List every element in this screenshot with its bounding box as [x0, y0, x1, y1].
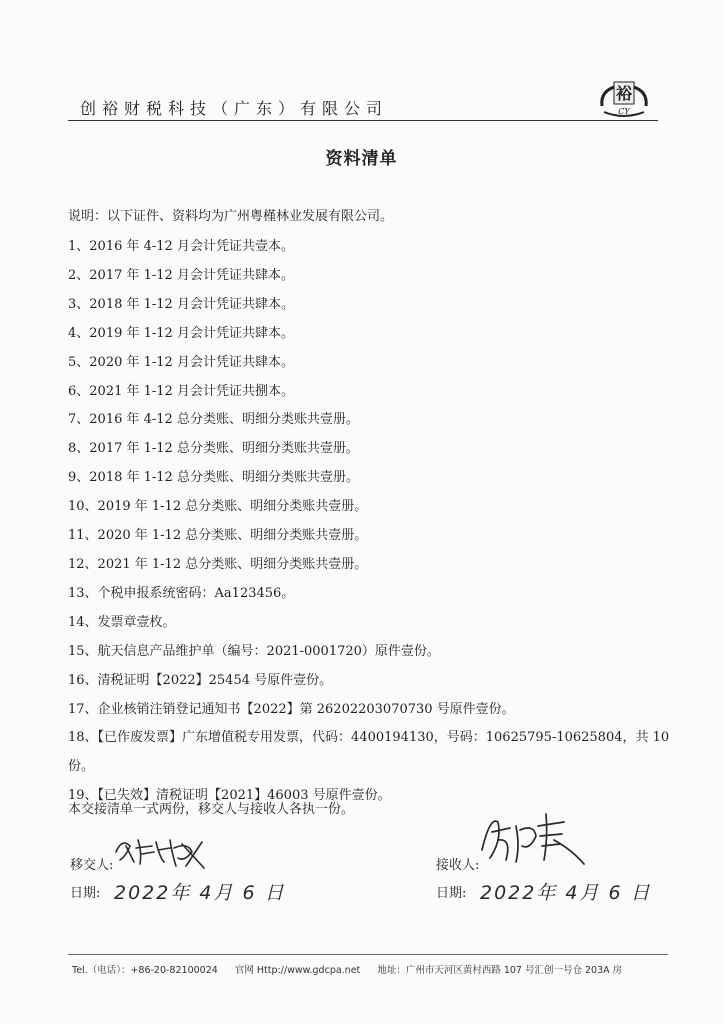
list-item: 5、2020 年 1-12 月会计凭证共肆本。 — [68, 354, 294, 370]
list-item: 1、2016 年 4-12 月会计凭证共壹本。 — [68, 239, 294, 254]
logo-initials: CY — [618, 107, 630, 116]
list-item: 8、2017 年 1-12 总分类账、明细分类账共壹册。 — [68, 441, 359, 457]
list-item: 15、航天信息产品维护单（编号：2021-0001720）原件壹份。 — [68, 643, 440, 659]
transferor-date: 2022年 4月 6 日 — [114, 882, 286, 904]
list-item: 14、发票章壹枚。 — [68, 614, 176, 630]
list-item: 9、2018 年 1-12 总分类账、明细分类账共壹册。 — [68, 470, 359, 486]
list-item: 12、2021 年 1-12 总分类账、明细分类账共壹册。 — [68, 556, 368, 572]
list-item: 16、清税证明【2022】25454 号原件壹份。 — [68, 672, 333, 688]
company-logo — [596, 76, 652, 120]
transferor-label: 移交人: — [70, 858, 114, 873]
receiver-signature — [476, 810, 596, 870]
logo-glyph: 裕 — [615, 84, 633, 103]
list-item: 7、2016 年 4-12 总分类账、明细分类账共壹册。 — [68, 412, 359, 428]
list-item: 13、个税申报系统密码：Aa123456。 — [68, 585, 295, 601]
footer-divider — [68, 954, 668, 955]
footer — [72, 962, 672, 976]
closing-statement: 本交接清单一式两份，移交人与接收人各执一份。 — [68, 802, 355, 817]
footer-website: 官网 Http://www.gdcpa.net — [234, 965, 361, 976]
list-item: 2、2017 年 1-12 月会计凭证共肆本。 — [68, 267, 294, 283]
header-divider — [68, 120, 658, 121]
list-item: 11、2020 年 1-12 总分类账、明细分类账共壹册。 — [68, 528, 368, 544]
list-item: 3、2018 年 1-12 月会计凭证共肆本。 — [68, 296, 294, 312]
list-item: 18、【已作废发票】广东增值税专用发票，代码：4400194130，号码：10625795-10625804，共 10 份。 — [68, 730, 670, 775]
company-name: 创裕财税科技（广东）有限公司 — [80, 99, 389, 118]
transferor-date-label: 日期: — [70, 886, 101, 901]
list-item: 6、2021 年 1-12 月会计凭证共捌本。 — [68, 383, 294, 399]
receiver-label: 接收人: — [436, 858, 480, 873]
item-list — [68, 233, 688, 811]
list-item: 4、2019 年 1-12 月会计凭证共肆本。 — [68, 325, 294, 341]
receiver-date: 2022年 4月 6 日 — [480, 882, 652, 904]
list-item: 10、2019 年 1-12 总分类账、明细分类账共壹册。 — [68, 499, 368, 515]
receiver-date-label: 日期: — [436, 886, 467, 901]
footer-address: 地址：广州市天河区黄村西路 107 号汇创一号仓 203A 房 — [377, 965, 623, 976]
transferor-signature — [112, 832, 212, 872]
list-item: 17、企业核销注销登记通知书【2022】第 26202203070730 号原件壹份。 — [68, 701, 515, 717]
intro-statement: 说明：以下证件、资料均为广州粤槿林业发展有限公司。 — [68, 209, 394, 224]
list-item: 19、【已失效】清税证明【2021】46003 号原件壹份。 — [68, 788, 391, 804]
document-title: 资料清单 — [325, 149, 398, 169]
footer-tel: Tel.（电话）：+86-20-82100024 — [72, 965, 218, 976]
